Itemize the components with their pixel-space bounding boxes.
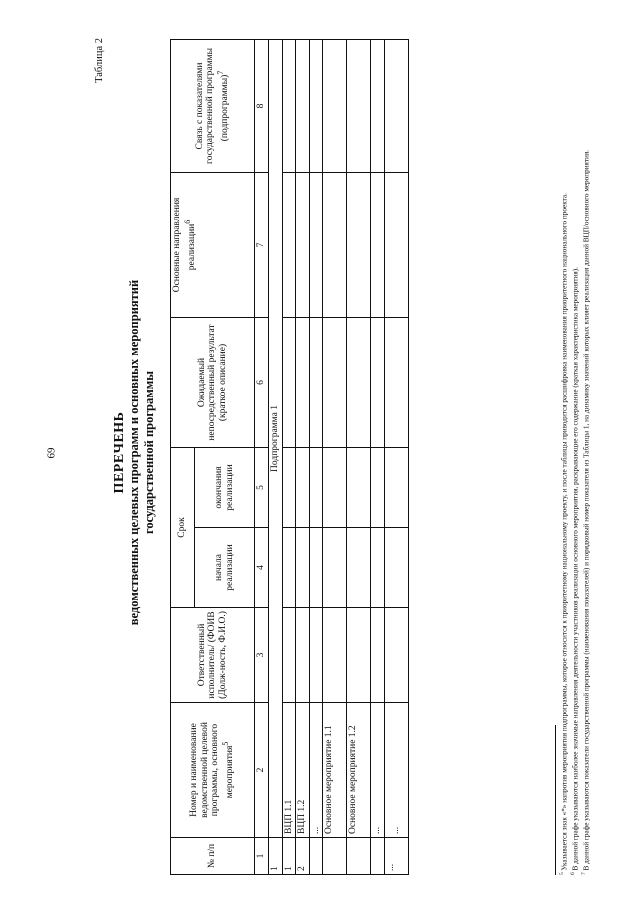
row-name: ВЦП 1.1: [282, 703, 296, 838]
header-result: Ожидаемый непосредственный результат (краткое описание): [171, 317, 255, 447]
row-name: ВЦП 1.2: [296, 703, 310, 838]
row-name: ...: [384, 703, 408, 838]
document-title: [112, 0, 157, 905]
colnum-5: 5: [255, 447, 269, 527]
header-directions: Основные направления реализации$^6$: [171, 172, 255, 317]
table-row: [282, 39, 296, 874]
colnum-6: 6: [255, 317, 269, 447]
row-name: Основное мероприятие 1.2: [347, 703, 371, 838]
header-num: № п/п: [171, 838, 255, 875]
colnum-7: 7: [255, 172, 269, 317]
footnote-5: $^5$ Указывается знак «*» напротив мероприятия подпрограммы, которое относится к приоритетному национальному проекту, и после таблицы приводится расшифровка наименования приоритетного национального проекта.: [559, 193, 569, 875]
table-label: Таблица 2: [94, 38, 105, 83]
row-num: 1: [282, 838, 296, 875]
title-line-3: государственной программы: [142, 370, 156, 535]
footnote-6: $^6$ В данной графе указываются наиболее значимые направления деятельности участников реализации основного мероприятия, раскрывающие его содержание (краткая характеристика мероприятия).: [569, 267, 580, 875]
colnum-8: 8: [255, 39, 269, 172]
page-number: 69: [45, 447, 58, 459]
colnum-4: 4: [255, 528, 269, 608]
row-num: 2: [296, 838, 310, 875]
header-start: начала реализации: [195, 528, 255, 608]
header-term: Срок: [171, 447, 195, 607]
title-line-2: ведомственных целевых программ и основных мероприятий: [127, 279, 141, 626]
title-line-1: ПЕРЕЧЕНЬ: [112, 411, 127, 494]
table-row: [296, 39, 310, 874]
table-row: [384, 39, 408, 874]
table-row: [371, 39, 385, 874]
colnum-3: 3: [255, 608, 269, 703]
footnote-7: $^7$ В данной графе указываются показатели государственной программы (наименования показателей) и порядковый номер показателя из Таблицы 1, на динамику значений которых влияет реализация данной ВЦП/основного мероприятия.: [580, 150, 591, 875]
row-num: ...: [384, 838, 408, 875]
header-name: Номер и наименование ведомственной целевой программы, основного мероприятия$^5$: [171, 703, 255, 838]
subprogram-row: [269, 39, 283, 874]
colnum-1: 1: [255, 838, 269, 875]
subprogram-num: 1: [269, 838, 283, 875]
footnote-divider: [555, 725, 556, 875]
header-link: Связь с показателями государственной программы (подпрограммы)$^7$: [171, 39, 255, 172]
program-table: [170, 39, 409, 875]
header-end: окончания реализации: [195, 447, 255, 527]
footnotes: [555, 35, 591, 875]
row-name: ...: [309, 703, 323, 838]
table-row: [323, 39, 347, 874]
header-executor: Ответственный исполнитель/ (ФОИВ (Долж-ность, Ф.И.О.): [171, 608, 255, 703]
table-row: [347, 39, 371, 874]
row-name: Основное мероприятие 1.1: [323, 703, 347, 838]
subprogram-label: Подпрограмма 1: [269, 39, 283, 837]
colnum-2: 2: [255, 703, 269, 838]
row-name: ...: [371, 703, 385, 838]
table-row: [309, 39, 323, 874]
column-number-row: [255, 39, 269, 874]
